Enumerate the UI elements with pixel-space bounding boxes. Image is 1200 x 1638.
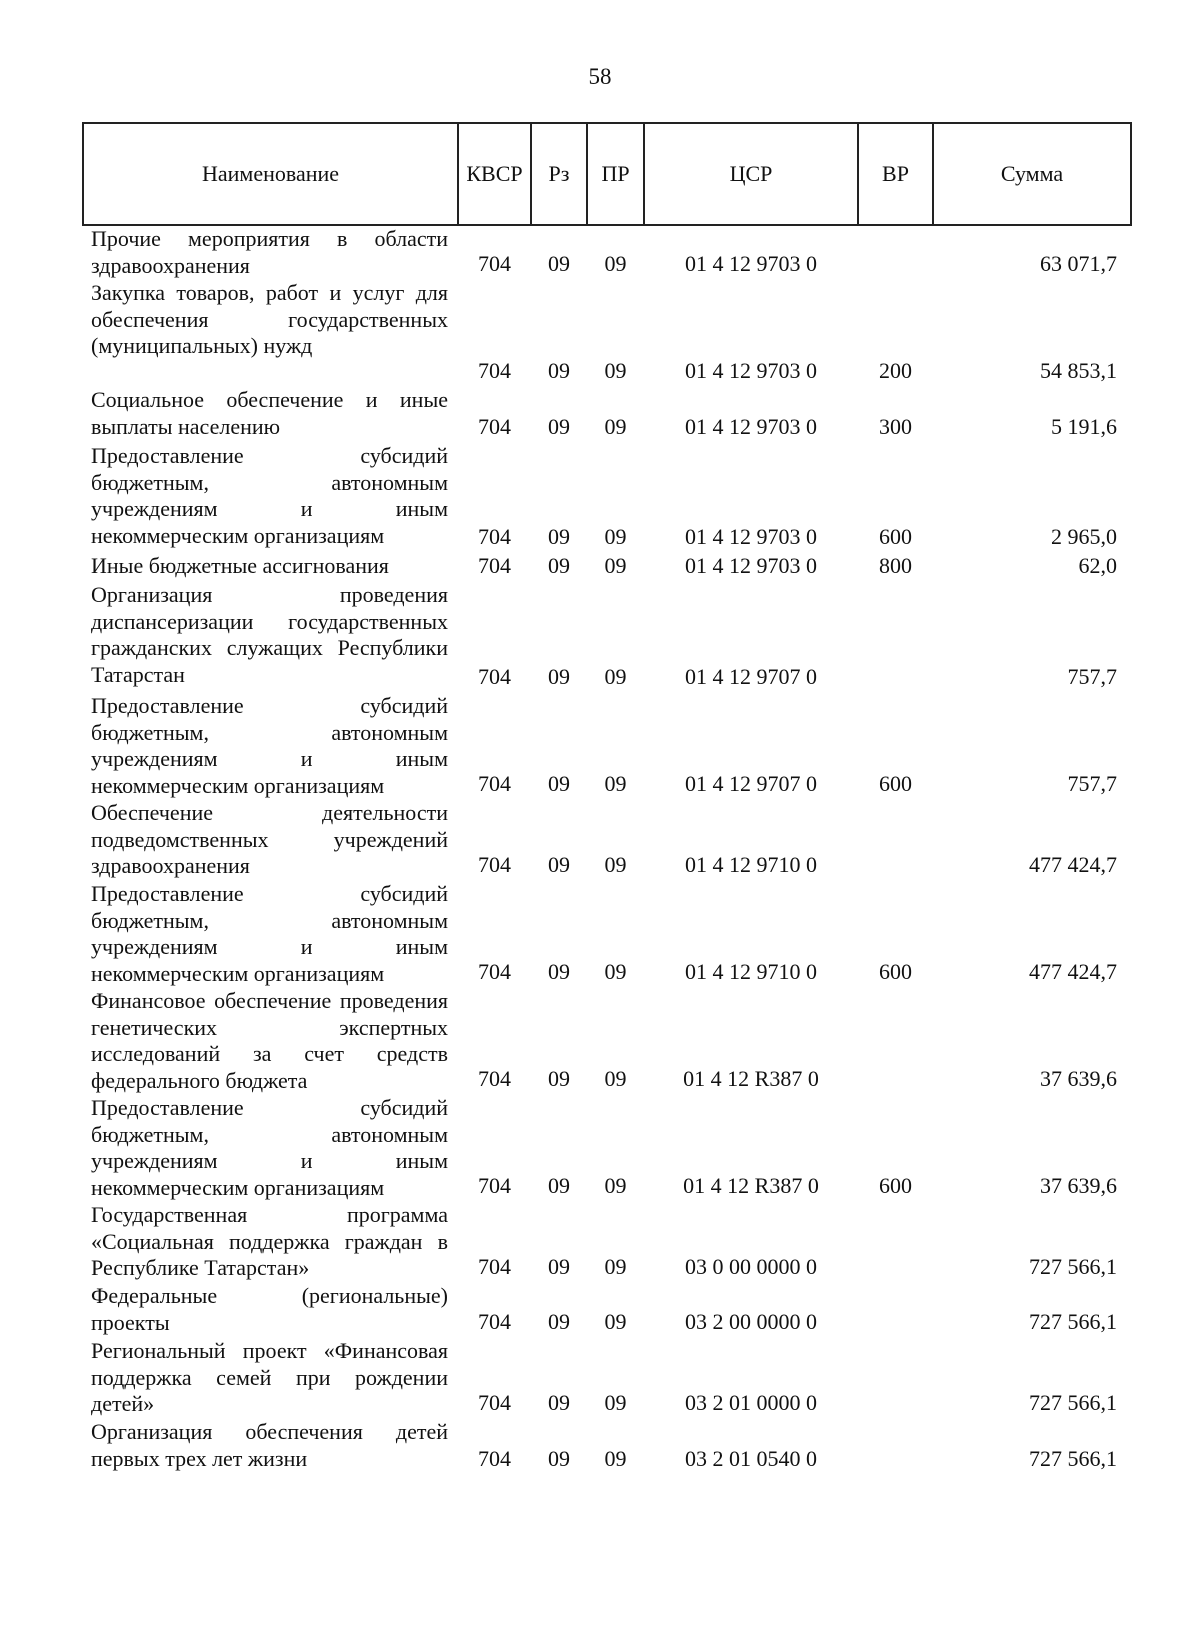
- row-sum: 477 424,7: [1029, 852, 1117, 878]
- row-name: [83, 1283, 458, 1338]
- row-kvsr: 704: [478, 1173, 511, 1199]
- header-rz: Рз: [531, 123, 587, 225]
- row-rz: 09: [548, 1309, 570, 1335]
- row-name: [83, 988, 458, 1095]
- row-rz: 09: [548, 852, 570, 878]
- budget-table: [82, 122, 1132, 1475]
- row-rz: 09: [548, 1254, 570, 1280]
- row-name: [83, 1202, 458, 1283]
- row-csr: 01 4 12 R387 0: [683, 1066, 819, 1092]
- row-kvsr: 704: [478, 414, 511, 440]
- table-row: [83, 1419, 1131, 1475]
- row-sum: 37 639,6: [1040, 1173, 1117, 1199]
- row-name: [83, 881, 458, 988]
- row-name: [83, 443, 458, 553]
- row-sum: 37 639,6: [1040, 1066, 1117, 1092]
- row-rz: 09: [548, 358, 570, 384]
- table-row: [83, 225, 1131, 280]
- row-name: [83, 800, 458, 881]
- row-name-text: Обеспечение деятельности подведомственных учреждений здравоохранения: [91, 800, 448, 879]
- row-kvsr: 704: [478, 664, 511, 690]
- table-header: [83, 123, 1131, 225]
- table-row: [83, 881, 1131, 988]
- row-name-text: Социальное обеспечение и иные выплаты населению: [91, 387, 448, 439]
- row-name-text: Предоставление субсидий бюджетным, автономным учреждениям и иным некоммерческим организациям: [91, 881, 448, 986]
- row-kvsr: 704: [478, 1066, 511, 1092]
- row-kvsr: 704: [478, 1254, 511, 1280]
- table-body: [83, 225, 1131, 1475]
- row-csr: 03 0 00 0000 0: [685, 1254, 817, 1280]
- row-name-text: Предоставление субсидий бюджетным, автономным учреждениям и иным некоммерческим организациям: [91, 443, 448, 548]
- row-kvsr: 704: [478, 553, 511, 579]
- header-kvsr: КВСР: [458, 123, 531, 225]
- row-kvsr: 704: [478, 1309, 511, 1335]
- table-row: [83, 387, 1131, 443]
- row-pr: 09: [604, 771, 627, 797]
- row-name: [83, 693, 458, 800]
- row-vr: 600: [879, 1173, 912, 1199]
- row-pr: 09: [604, 358, 627, 384]
- row-pr: 09: [604, 1309, 627, 1335]
- row-vr: [858, 1419, 933, 1475]
- row-csr: 01 4 12 9703 0: [685, 251, 817, 277]
- row-rz: 09: [548, 414, 570, 440]
- row-csr: 01 4 12 9703 0: [685, 553, 817, 579]
- row-name: [83, 553, 458, 582]
- row-sum: 2 965,0: [1051, 524, 1117, 550]
- row-name-text: Предоставление субсидий бюджетным, автономным учреждениям и иным некоммерческим организациям: [91, 693, 448, 798]
- row-vr: [858, 988, 933, 1095]
- row-rz: 09: [548, 1173, 570, 1199]
- row-rz: 09: [548, 524, 570, 550]
- row-rz: 09: [548, 1446, 570, 1472]
- row-csr: 01 4 12 9703 0: [685, 524, 817, 550]
- row-name: [83, 582, 458, 693]
- row-name-text: Организация обеспечения детей первых трех лет жизни: [91, 1419, 448, 1471]
- row-pr: 09: [604, 414, 627, 440]
- table-row: [83, 443, 1131, 553]
- page-number: 58: [588, 64, 612, 89]
- table-row: [83, 693, 1131, 800]
- row-kvsr: 704: [478, 1446, 511, 1472]
- row-vr: [858, 1338, 933, 1419]
- row-vr: [858, 1202, 933, 1283]
- row-pr: 09: [604, 1066, 627, 1092]
- row-rz: 09: [548, 771, 570, 797]
- row-name-text: Региональный проект «Финансовая поддержка семей при рождении детей»: [91, 1338, 448, 1417]
- row-kvsr: 704: [478, 251, 511, 277]
- row-pr: 09: [604, 524, 627, 550]
- row-name-text: Прочие мероприятия в области здравоохранения: [91, 226, 448, 278]
- row-vr: [858, 1283, 933, 1338]
- row-name: [83, 1419, 458, 1475]
- row-sum: 757,7: [1067, 771, 1117, 797]
- header-csr: ЦСР: [644, 123, 858, 225]
- row-kvsr: 704: [478, 524, 511, 550]
- row-rz: 09: [548, 1066, 570, 1092]
- row-sum: 62,0: [1078, 553, 1117, 579]
- header-pr: ПР: [587, 123, 644, 225]
- row-sum: 54 853,1: [1040, 358, 1117, 384]
- row-name: [83, 225, 458, 280]
- row-name-text: Государственная программа «Социальная поддержка граждан в Республике Татарстан»: [91, 1202, 448, 1281]
- row-sum: 63 071,7: [1040, 251, 1117, 277]
- table-row: [83, 1338, 1131, 1419]
- row-name-text: Финансовое обеспечение проведения генетических экспертных исследований за счет средств федерального бюджета: [91, 988, 448, 1093]
- table-row: [83, 280, 1131, 387]
- row-sum: 477 424,7: [1029, 959, 1117, 985]
- row-pr: 09: [604, 1254, 627, 1280]
- row-name: [83, 1095, 458, 1202]
- row-name: [83, 387, 458, 443]
- row-vr: [858, 800, 933, 881]
- table-row: [83, 1283, 1131, 1338]
- row-csr: 01 4 12 9703 0: [685, 358, 817, 384]
- row-sum: 5 191,6: [1051, 414, 1117, 440]
- row-name-text: Предоставление субсидий бюджетным, автономным учреждениям и иным некоммерческим организациям: [91, 1095, 448, 1200]
- row-vr: 600: [879, 771, 912, 797]
- table-row: [83, 582, 1131, 693]
- row-name-text: Иные бюджетные ассигнования: [91, 553, 389, 578]
- header-sum: Сумма: [933, 123, 1131, 225]
- row-rz: 09: [548, 1390, 570, 1416]
- row-vr: 200: [879, 358, 912, 384]
- row-pr: 09: [604, 1173, 627, 1199]
- row-pr: 09: [604, 553, 627, 579]
- table-row: [83, 800, 1131, 881]
- row-sum: 727 566,1: [1029, 1309, 1117, 1335]
- row-vr: 800: [879, 553, 912, 579]
- row-vr: 600: [879, 959, 912, 985]
- row-name-text: Организация проведения диспансеризации государственных гражданских служащих Республики Татарстан: [91, 582, 448, 687]
- row-csr: 01 4 12 9710 0: [685, 852, 817, 878]
- table-row: [83, 1095, 1131, 1202]
- row-name-text: Федеральные (региональные) проекты: [91, 1283, 448, 1335]
- row-kvsr: 704: [478, 959, 511, 985]
- row-csr: 01 4 12 9703 0: [685, 414, 817, 440]
- row-pr: 09: [604, 959, 627, 985]
- row-pr: 09: [604, 664, 627, 690]
- row-pr: 09: [604, 852, 627, 878]
- row-kvsr: 704: [478, 1390, 511, 1416]
- row-rz: 09: [548, 959, 570, 985]
- row-rz: 09: [548, 553, 570, 579]
- row-vr: 600: [879, 524, 912, 550]
- row-rz: 09: [548, 664, 570, 690]
- row-csr: 01 4 12 R387 0: [683, 1173, 819, 1199]
- row-vr: [858, 582, 933, 693]
- row-name: [83, 1338, 458, 1419]
- row-pr: 09: [604, 1446, 627, 1472]
- row-csr: 01 4 12 9707 0: [685, 771, 817, 797]
- row-name: [83, 280, 458, 387]
- row-sum: 727 566,1: [1029, 1446, 1117, 1472]
- table-row: [83, 988, 1131, 1095]
- row-csr: 01 4 12 9710 0: [685, 959, 817, 985]
- row-csr: 01 4 12 9707 0: [685, 664, 817, 690]
- row-name-text: Закупка товаров, работ и услуг для обеспечения государственных (муниципальных) нужд: [91, 280, 448, 359]
- header-name: Наименование: [83, 123, 458, 225]
- row-kvsr: 704: [478, 358, 511, 384]
- row-rz: 09: [548, 251, 570, 277]
- row-csr: 03 2 00 0000 0: [685, 1309, 817, 1335]
- row-csr: 03 2 01 0540 0: [685, 1446, 817, 1472]
- table-row: [83, 1202, 1131, 1283]
- row-csr: 03 2 01 0000 0: [685, 1390, 817, 1416]
- row-vr: [858, 225, 933, 280]
- row-kvsr: 704: [478, 771, 511, 797]
- row-kvsr: 704: [478, 852, 511, 878]
- row-sum: 727 566,1: [1029, 1390, 1117, 1416]
- row-vr: 300: [879, 414, 912, 440]
- row-pr: 09: [604, 1390, 627, 1416]
- row-sum: 727 566,1: [1029, 1254, 1117, 1280]
- header-vr: ВР: [858, 123, 933, 225]
- table-row: [83, 553, 1131, 582]
- row-sum: 757,7: [1067, 664, 1117, 690]
- row-pr: 09: [604, 251, 627, 277]
